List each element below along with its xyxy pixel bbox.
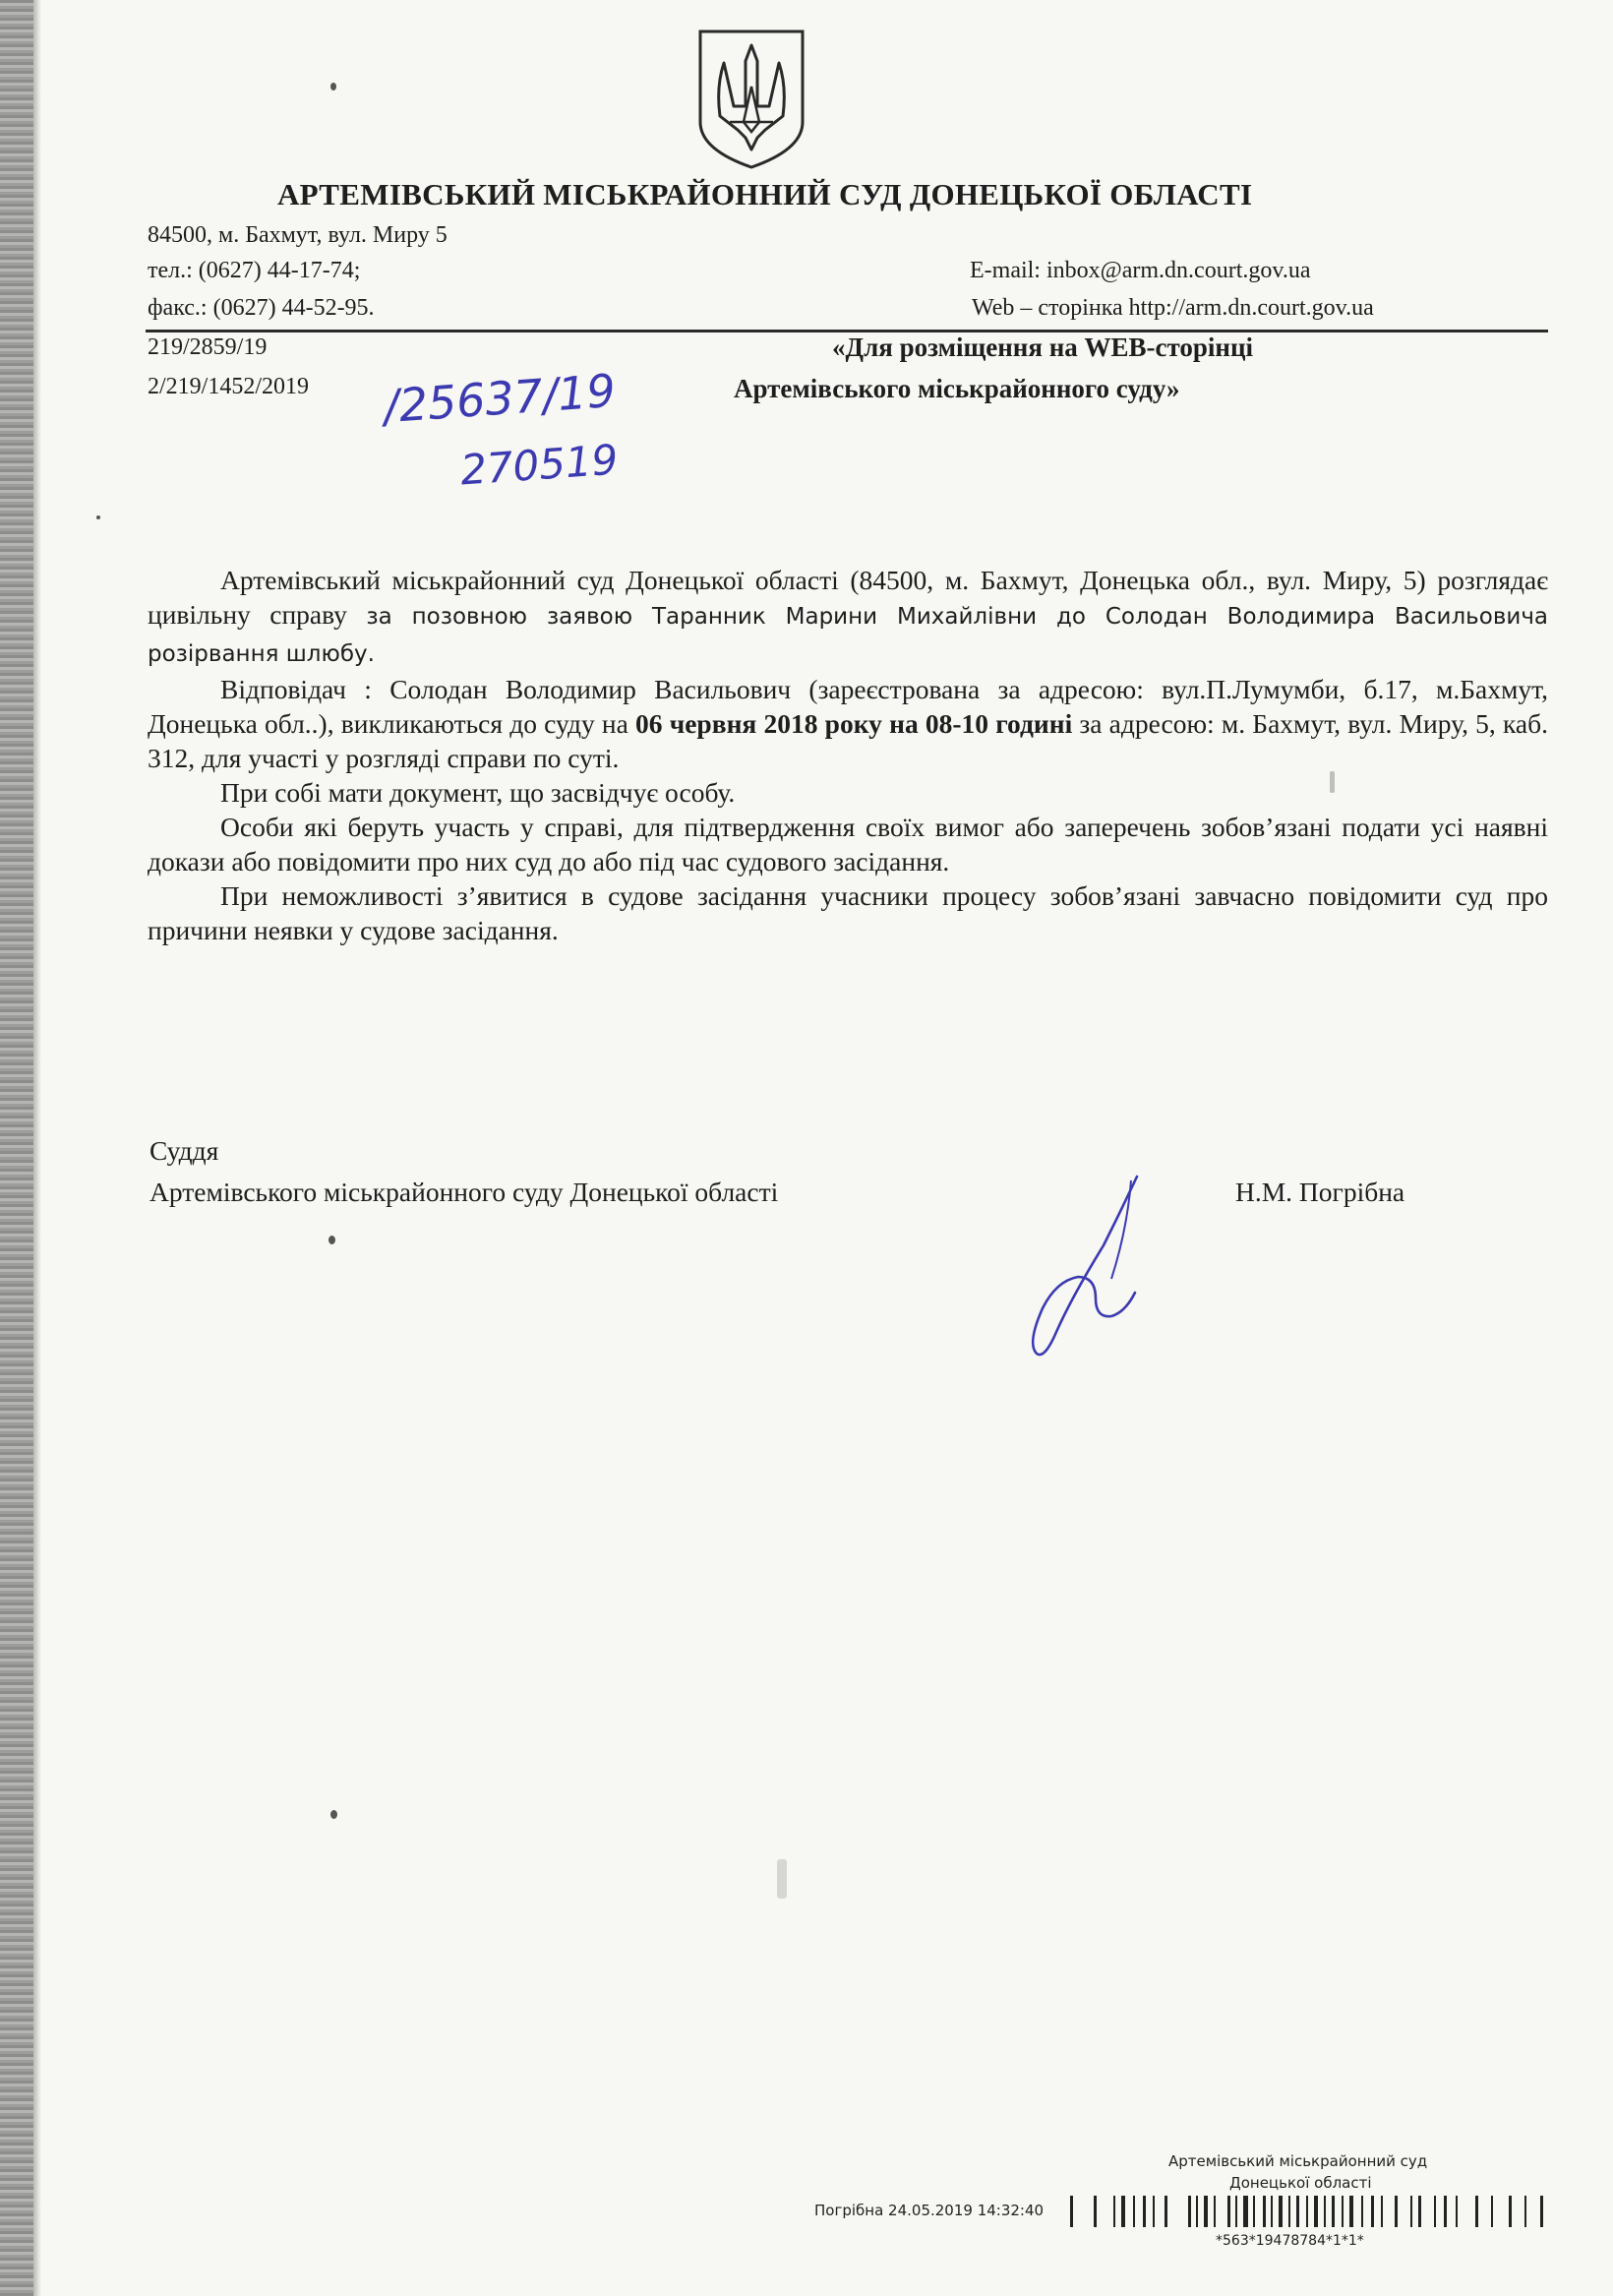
stamp-court-line2: Донецької області — [1229, 2174, 1372, 2192]
paragraph-4: Особи які беруть участь у справі, для підтвердження своїх вимог або заперечень зобов’язані подати усі наявні докази або повідомити про них суд до або під час судового засідання. — [148, 812, 1548, 876]
court-title: АРТЕМІВСЬКИЙ МІСЬКРАЙОННИЙ СУД ДОНЕЦЬКОЇ ОБЛАСТІ — [277, 177, 1253, 211]
court-phone: тел.: (0627) 44-17-74; — [148, 258, 361, 283]
document-body — [148, 563, 1548, 947]
signature-role: Суддя — [149, 1135, 219, 1166]
scan-edge-shadow — [0, 0, 33, 2296]
scan-speck — [1330, 771, 1335, 793]
paragraph-1 — [148, 563, 1548, 672]
barcode-icon — [1070, 2196, 1550, 2233]
stamp-user-datetime: Погрібна 24.05.2019 14:32:40 — [814, 2202, 1045, 2219]
hearing-datetime: 06 червня 2018 року на 08-10 годині — [635, 708, 1073, 739]
paragraph-5: При неможливості з’явитися в судове засідання учасники процесу зобов’язані завчасно повідомити суд про причини неявки у судове засідання. — [148, 880, 1548, 945]
paragraph-1-text: Артемівський міськрайонний суд Донецької області (84500, м. Бахмут, Донецька обл., вул. Миру, 5) розглядає цивільну справу — [148, 565, 1548, 630]
signature-court: Артемівського міськрайонного суду Донецької області — [149, 1177, 779, 1207]
court-fax: факс.: (0627) 44-52-95. — [148, 295, 375, 321]
paragraph-2 — [148, 672, 1548, 775]
scan-speck — [330, 1810, 337, 1819]
ukraine-trident-emblem-icon — [694, 28, 808, 171]
scan-speck — [330, 83, 336, 91]
handwritten-reg-number: /25637/19 — [382, 363, 618, 434]
handwritten-reg-date: 270519 — [458, 435, 620, 495]
paragraph-2-end: за адресою: м. Бахмут, вул. Миру, 5, каб. 312, для участі у розгляді справи по суті. — [148, 708, 1549, 773]
paragraph-1-claim: за позовною заявою Таранник Марини Михайлівни до Солодан Володимира Васильовича розірвання шлюбу. — [148, 604, 1548, 667]
handwritten-signature-icon — [1013, 1171, 1161, 1367]
court-email: E-mail: inbox@arm.dn.court.gov.ua — [970, 258, 1311, 283]
barcode-text: *563*19478784*1*1* — [1216, 2233, 1364, 2249]
web-note-line2: Артемівського міськрайонного суду» — [734, 374, 1180, 403]
scan-speck — [96, 515, 100, 519]
scan-speck — [777, 1859, 787, 1899]
stamp-court-line1: Артемівський міськрайонний суд — [1168, 2152, 1428, 2170]
scan-speck — [329, 1236, 335, 1244]
court-web: Web – сторінка http://arm.dn.court.gov.ua — [972, 295, 1374, 321]
case-number-1: 219/2859/19 — [148, 334, 268, 360]
web-note-line1: «Для розміщення на WEB-сторінці — [832, 332, 1254, 362]
paragraph-3: При собі мати документ, що засвідчує особу. — [220, 777, 736, 808]
paragraph-2-text: Відповідач : Солодан Володимир Васильович (зареєстрована за адресою: вул.П.Лумумби, б.17, м.Бахмут, Донецька обл..), викликаються до суду на — [148, 674, 1548, 739]
case-number-2: 2/219/1452/2019 — [148, 374, 310, 399]
court-address: 84500, м. Бахмут, вул. Миру 5 — [148, 222, 448, 248]
signature-name: Н.М. Погрібна — [1235, 1177, 1405, 1207]
scan-edge-gradient — [33, 0, 41, 2296]
